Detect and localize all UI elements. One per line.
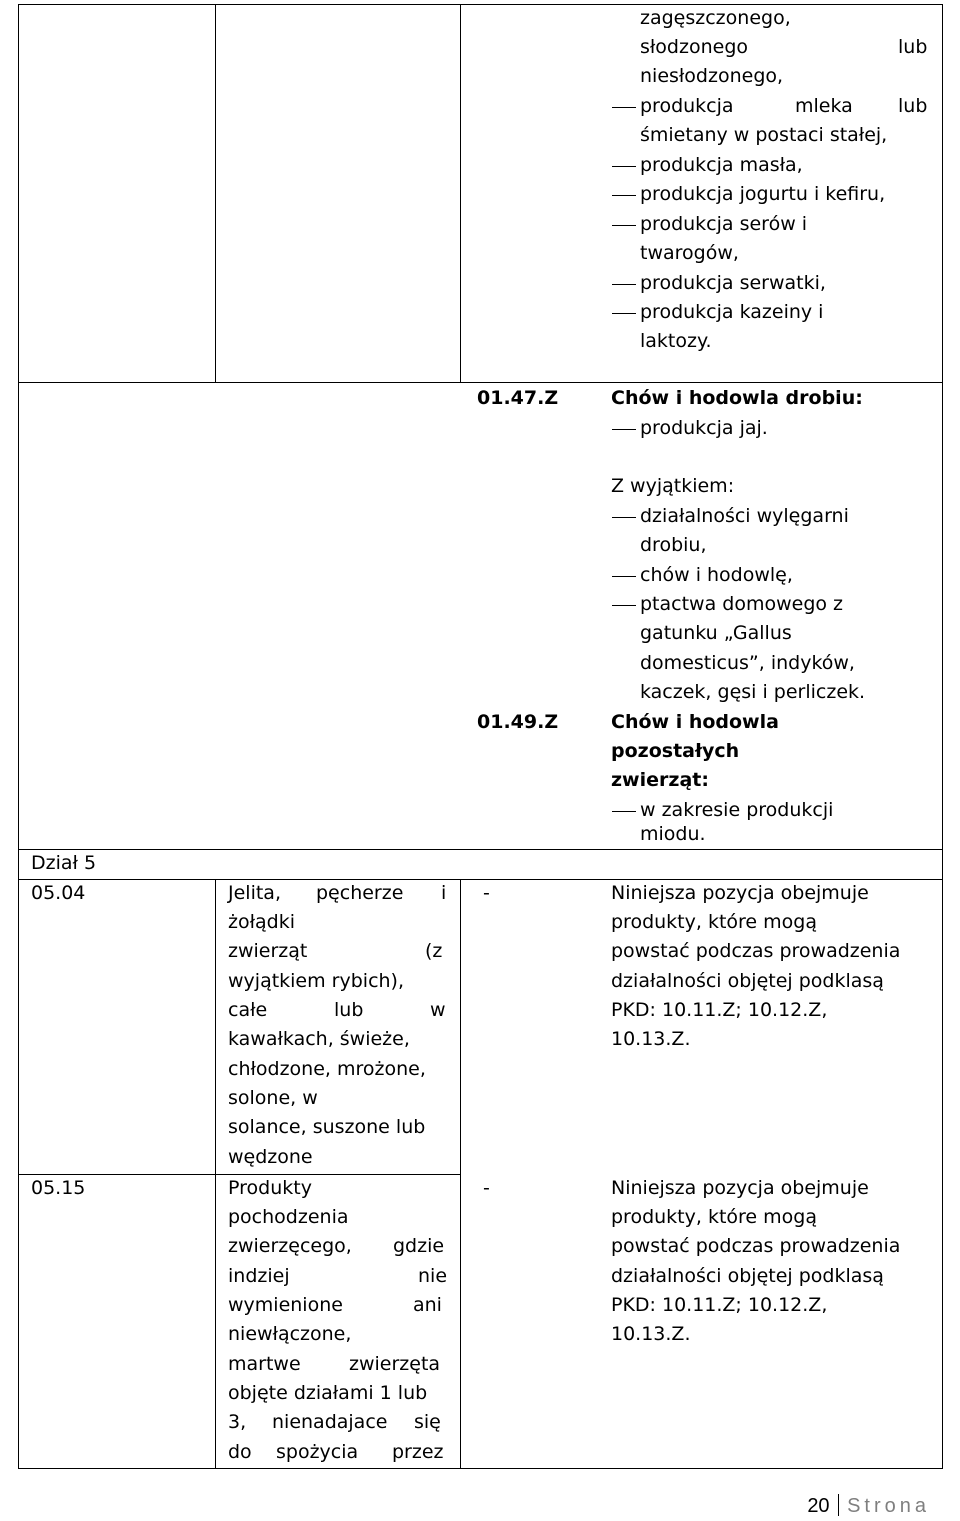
pkd-title: Chów i hodowla [611, 711, 779, 733]
name-word: gdzie [393, 1235, 445, 1257]
desc-line: Niniejsza pozycja obejmuje [611, 1177, 869, 1199]
name-word: zwierząt [228, 940, 308, 962]
name-word: przez [392, 1441, 444, 1463]
desc-line: PKD: 10.11.Z; 10.12.Z, [611, 999, 828, 1021]
text-line: chów i hodowlę, [640, 564, 793, 586]
desc-line: działalności objętej podklasą [611, 1265, 884, 1287]
desc-line: 10.13.Z. [611, 1028, 691, 1050]
text-line: mleka [795, 95, 853, 117]
text-line: produkcja jaj. [640, 417, 768, 439]
name-word: objęte działami 1 lub [228, 1382, 428, 1404]
desc-line: Niniejsza pozycja obejmuje [611, 882, 869, 904]
table-border-right [942, 4, 943, 1469]
dash-bullet [612, 284, 636, 285]
page-footer [807, 1494, 930, 1518]
dash-bullet [612, 811, 636, 812]
text-line: kaczek, gęsi i perliczek. [640, 681, 866, 703]
name-word: całe [228, 999, 268, 1021]
text-line: gatunku „Gallus [640, 622, 792, 644]
row-code: 05.15 [31, 1177, 86, 1199]
dash-bullet [612, 429, 636, 430]
text-line: działalności wylęgarni [640, 505, 849, 527]
text-line: produkcja serwatki, [640, 272, 826, 294]
name-word: pochodzenia [228, 1206, 349, 1228]
name-word: wymienione [228, 1294, 343, 1316]
dash-bullet [612, 225, 636, 226]
pkd-title: zwierząt: [611, 769, 709, 791]
name-word: solance, suszone lub [228, 1116, 426, 1138]
name-word: chłodzone, mrożone, [228, 1058, 426, 1080]
name-word: 3, [228, 1411, 247, 1433]
text-line: domesticus”, indyków, [640, 652, 855, 674]
dash-bullet [612, 107, 636, 108]
text-line: śmietany w postaci stałej, [640, 124, 888, 146]
desc-line: 10.13.Z. [611, 1323, 691, 1345]
text-line: twarogów, [640, 242, 739, 264]
dash-bullet [612, 166, 636, 167]
name-word: wędzone [228, 1146, 313, 1168]
dash-bullet [612, 517, 636, 518]
row-pkd: - [483, 882, 490, 904]
row-pkd: - [483, 1177, 490, 1199]
name-word: solone, w [228, 1087, 318, 1109]
name-word: Jelita, [228, 882, 281, 904]
text-line: produkcja [640, 95, 734, 117]
desc-line: powstać podczas prowadzenia [611, 940, 901, 962]
desc-line: powstać podczas prowadzenia [611, 1235, 901, 1257]
name-word: żołądki [228, 911, 295, 933]
text-line: produkcja jogurtu i kefiru, [640, 183, 886, 205]
name-word: martwe [228, 1353, 301, 1375]
desc-line: produkty, które mogą [611, 1206, 817, 1228]
name-word: indziej [228, 1265, 290, 1287]
name-word: do [228, 1441, 252, 1463]
text-line: produkcja serów i [640, 213, 808, 235]
pkd-title: Chów i hodowla drobiu: [611, 387, 863, 409]
text-line: niesłodzonego, [640, 65, 784, 87]
text-line: produkcja kazeiny i [640, 301, 824, 323]
name-word: pęcherze [316, 882, 404, 904]
name-word: zwierzęcego, [228, 1235, 352, 1257]
dash-bullet [612, 605, 636, 606]
text-line: ptactwa domowego z [640, 593, 844, 615]
text-line: zagęszczonego, [640, 7, 791, 29]
page-number: 20 [807, 1495, 830, 1517]
col-divider-2 [460, 4, 461, 382]
text-line: lub [898, 95, 928, 117]
name-word: zwierzęta [349, 1353, 441, 1375]
name-word: się [414, 1411, 441, 1433]
text-line: w zakresie produkcji [640, 799, 834, 821]
table-border-left [18, 4, 19, 1469]
name-word: wyjątkiem rybich), [228, 970, 405, 992]
name-word: w [430, 999, 446, 1021]
name-word: i [441, 882, 447, 904]
dash-bullet [612, 313, 636, 314]
name-word: nie [418, 1265, 448, 1287]
text-line: miodu. [640, 823, 706, 845]
dash-bullet [612, 576, 636, 577]
text-line: produkcja masła, [640, 154, 803, 176]
text-line: drobiu, [640, 534, 707, 556]
text-line: lub [898, 36, 928, 58]
name-word: kawałkach, świeże, [228, 1028, 410, 1050]
name-word: (z [425, 940, 443, 962]
desc-line: produkty, które mogą [611, 911, 817, 933]
page-label: Strona [847, 1495, 930, 1517]
name-word: lub [334, 999, 364, 1021]
name-word: spożycia [276, 1441, 359, 1463]
text-line: słodzonego [640, 36, 748, 58]
name-word: ani [413, 1294, 442, 1316]
table-border-top [18, 4, 943, 5]
section-header: Dział 5 [31, 852, 97, 874]
name-word: Produkty [228, 1177, 312, 1199]
text-line: laktozy. [640, 330, 712, 352]
name-word: nienadajace [272, 1411, 388, 1433]
pkd-code: 01.47.Z [477, 387, 559, 409]
desc-line: PKD: 10.11.Z; 10.12.Z, [611, 1294, 828, 1316]
row-code: 05.04 [31, 882, 86, 904]
name-word: niewłączone, [228, 1323, 352, 1345]
pkd-code: 01.49.Z [477, 711, 559, 733]
table-border-bottom [18, 1468, 943, 1469]
dash-bullet [612, 195, 636, 196]
desc-line: działalności objętej podklasą [611, 970, 884, 992]
row-divider-1 [18, 382, 943, 383]
footer-separator [838, 1494, 840, 1516]
except-label: Z wyjątkiem: [611, 475, 735, 497]
pkd-title: pozostałych [611, 740, 740, 762]
col-divider-1 [215, 4, 216, 382]
row-divider-2 [18, 849, 943, 850]
